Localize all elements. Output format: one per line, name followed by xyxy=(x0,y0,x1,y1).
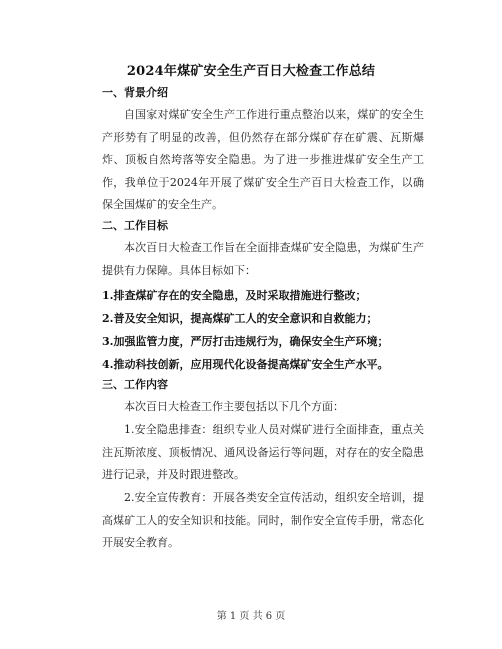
section-heading-background: 一、背景介绍 xyxy=(102,86,168,99)
goal-item: 4.推动科技创新，应用现代化设备提高煤矿安全生产水平。 xyxy=(102,358,389,371)
section-heading-goals: 二、工作目标 xyxy=(102,219,168,232)
content-item-paragraph: 2.安全宣传教育：开展各类安全宣传活动，组织安全培训，提高煤矿工人的安全知识和技能。同时，制作安全宣传手册，常态化开展安全教育。 xyxy=(102,491,424,549)
goal-item: 3.加强监管力度，严厉打击违规行为，确保安全生产环境； xyxy=(102,335,389,348)
goals-intro-paragraph: 本次百日大检查工作旨在全面排查煤矿安全隐患，为煤矿生产提供有力保障。具体目标如下： xyxy=(102,241,424,277)
section-heading-content: 三、工作内容 xyxy=(102,378,168,391)
page-footer: 第 1 页 共 6 页 xyxy=(216,611,286,622)
content-item-paragraph: 1.安全隐患排查：组织专业人员对煤矿进行全面排查，重点关注瓦斯浓度、顶板情况、通风设备运行等问题，对存在的安全隐患进行记录，并及时跟进整改。 xyxy=(102,423,424,481)
content-intro-paragraph: 本次百日大检查工作主要包括以下几个方面： xyxy=(124,400,344,413)
goal-item: 2.普及安全知识，提高煤矿工人的安全意识和自救能力； xyxy=(102,312,378,325)
document-title: 2024年煤矿安全生产百日大检查工作总结 xyxy=(126,64,376,79)
goal-item: 1.排查煤矿存在的安全隐患，及时采取措施进行整改； xyxy=(102,289,367,302)
background-paragraph: 自国家对煤矿安全生产工作进行重点整治以来，煤矿的安全生产形势有了明显的改善，但仍然存在部分煤矿存在矿震、瓦斯爆炸、顶板自然垮落等安全隐患。为了进一步推进煤矿安全生产工作，我单位于2024年开展了煤矿安全生产百日大检查工作，以确保全国煤矿的安全生产。 xyxy=(102,108,424,211)
